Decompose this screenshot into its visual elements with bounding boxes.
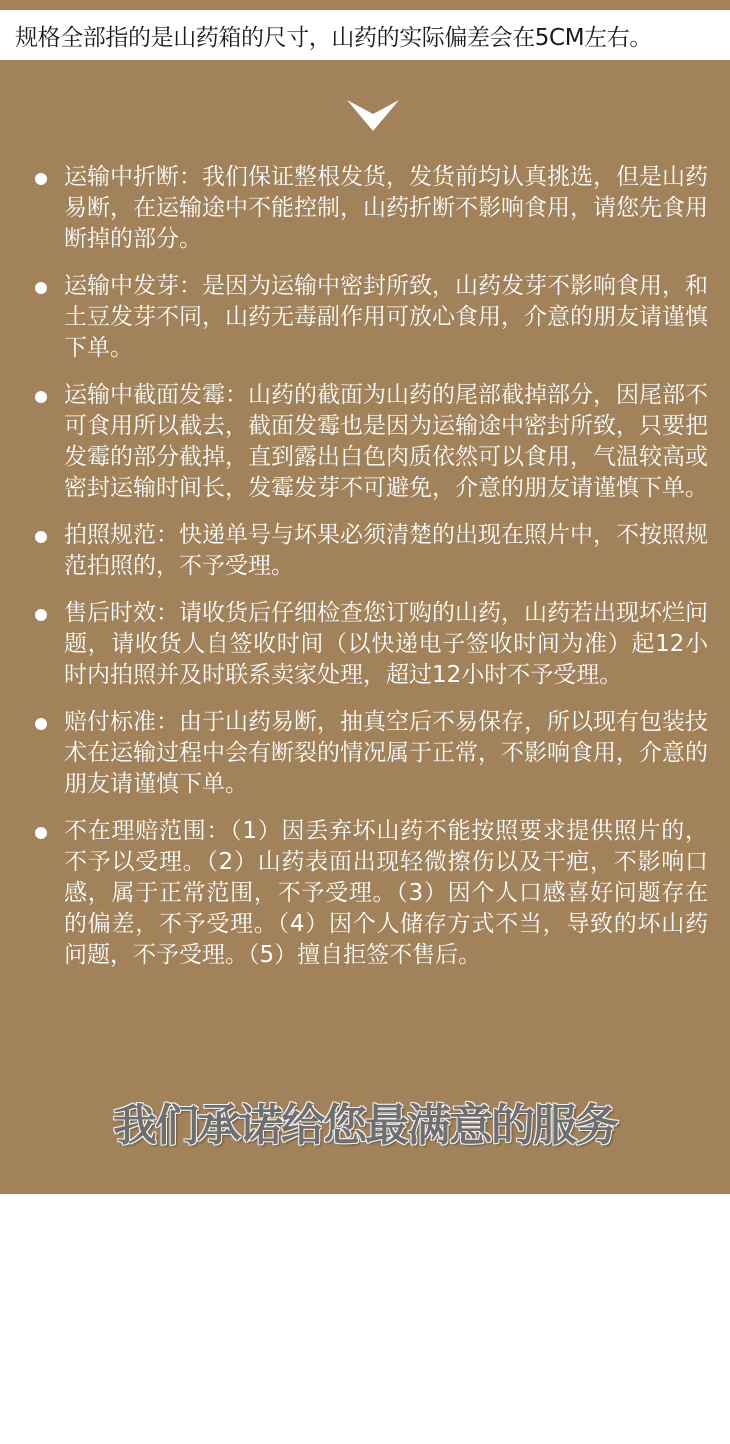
rule-item xyxy=(0,598,730,691)
rule-item xyxy=(0,162,730,255)
rule-item xyxy=(0,707,730,800)
rule-item xyxy=(0,271,730,364)
rule-text: 赔付标准：由于山药易断，抽真空后不易保存，所以现有包装技术在运输过程中会有断裂的情况属于正常，不影响食用，介意的朋友请谨慎下单。 xyxy=(64,709,708,797)
bullet-dot-icon xyxy=(35,609,47,621)
size-notice: 规格全部指的是山药箱的尺寸，山药的实际偏差会在5CM左右。 xyxy=(15,24,652,51)
rule-text: 售后时效：请收货后仔细检查您订购的山药，山药若出现坏烂问题，请收货人自签收时间（以快递电子签收时间为准）起12小时内拍照并及时联系卖家处理，超过12小时不予受理。 xyxy=(64,600,708,688)
bullet-dot-icon xyxy=(35,531,47,543)
rule-text: 拍照规范：快递单号与坏果必须清楚的出现在照片中，不按照规范拍照的，不予受理。 xyxy=(64,522,708,579)
bullet-dot-icon xyxy=(35,718,47,730)
rule-item xyxy=(0,380,730,504)
bullet-dot-icon xyxy=(35,827,47,839)
rule-item xyxy=(0,520,730,582)
bullet-dot-icon xyxy=(35,173,47,185)
bullet-dot-icon xyxy=(35,391,47,403)
service-slogan: 我们承诺给您最满意的服务 xyxy=(113,1100,617,1151)
down-chevron-icon xyxy=(347,100,399,131)
rules-list xyxy=(0,162,730,987)
top-strip xyxy=(0,0,730,10)
rule-text: 运输中折断：我们保证整根发货，发货前均认真挑选，但是山药易断，在运输途中不能控制，山药折断不影响食用，请您先食用断掉的部分。 xyxy=(64,164,708,252)
rule-text: 运输中截面发霉：山药的截面为山药的尾部截掉部分，因尾部不可食用所以截去，截面发霉也是因为运输途中密封所致，只要把发霉的部分截掉，直到露出白色肉质依然可以食用，气温较高或密封运输时间长，发霉发芽不可避免，介意的朋友请谨慎下单。 xyxy=(64,382,708,501)
notice-bar xyxy=(0,10,730,60)
rule-text: 运输中发芽：是因为运输中密封所致，山药发芽不影响食用，和土豆发芽不同，山药无毒副作用可放心食用，介意的朋友请谨慎下单。 xyxy=(64,273,708,361)
bullet-dot-icon xyxy=(35,282,47,294)
rule-text: 不在理赔范围：（1）因丢弃坏山药不能按照要求提供照片的，不予以受理。（2）山药表面出现轻微擦伤以及干疤，不影响口感，属于正常范围，不予受理。（3）因个人口感喜好问题存在的偏差，不予受理。（4）因个人储存方式不当，导致的坏山药问题，不予受理。（5）擅自拒签不售后。 xyxy=(64,818,708,968)
rule-item xyxy=(0,816,730,971)
after-sales-panel xyxy=(0,60,730,1194)
